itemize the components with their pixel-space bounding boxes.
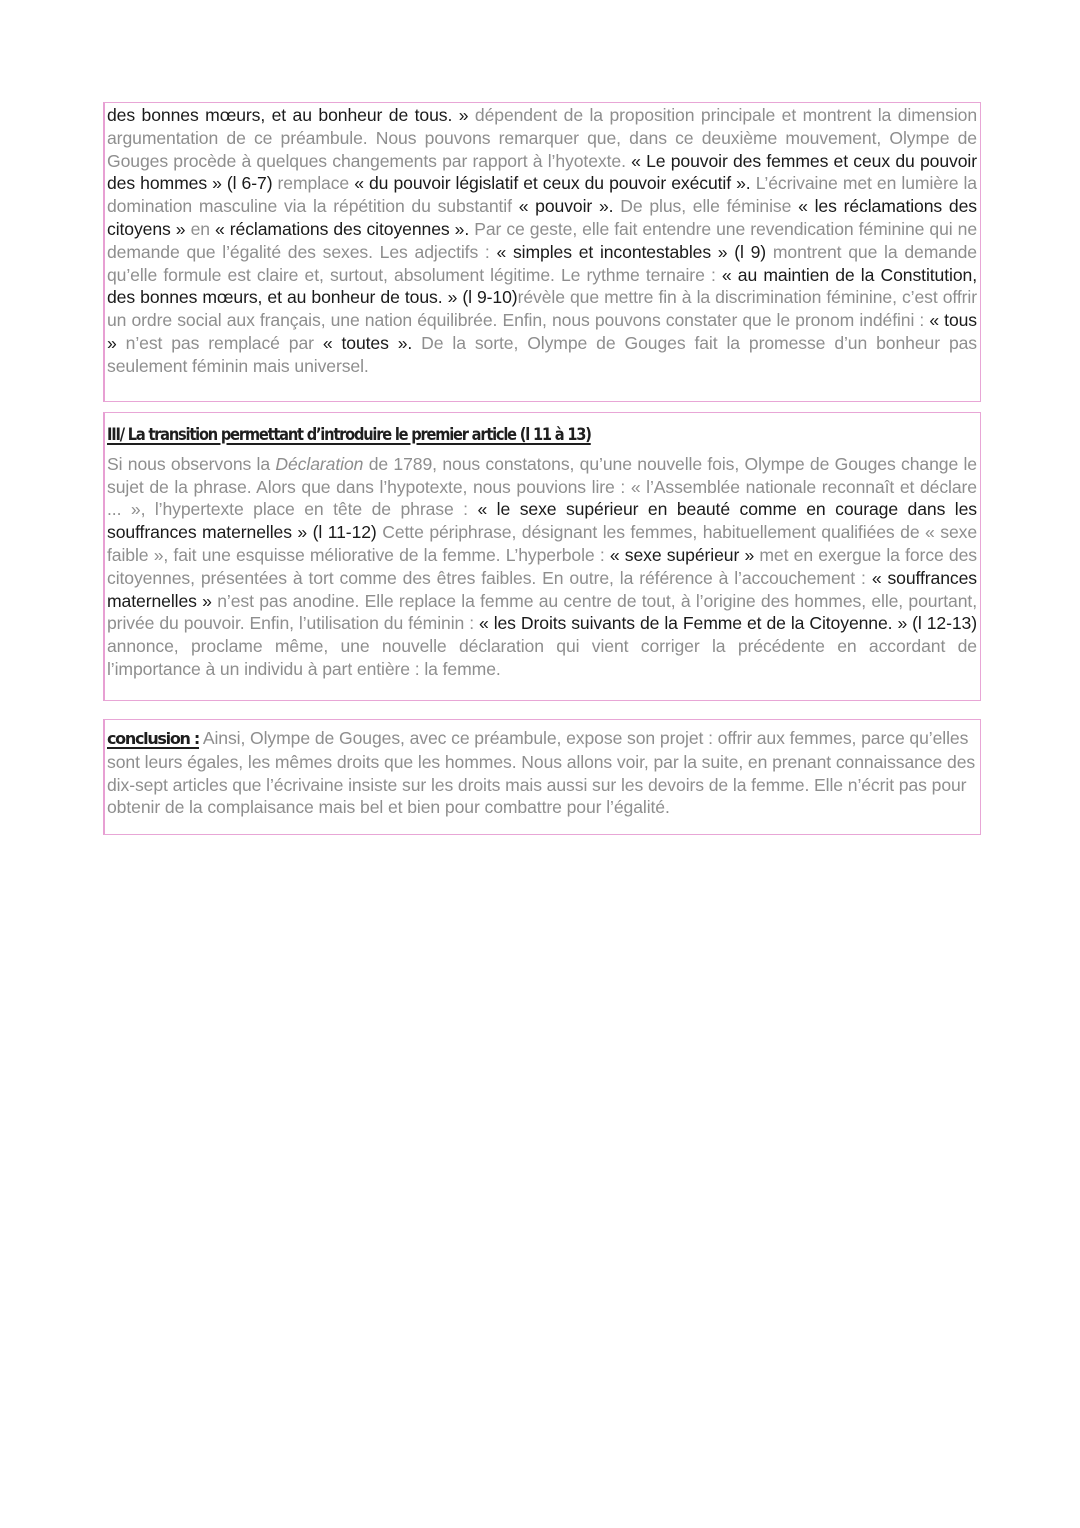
- section-2-end-box: [103, 102, 981, 402]
- quote: « les réclamations des citoyens »: [107, 196, 977, 239]
- body-text: n’est pas anodine. Elle replace la femme au centre de tout, à l’origine des hommes, elle, pourtant, privée du pouvoir. Enfin, l’utilisation du féminin :: [107, 590, 977, 634]
- quote: « tous »: [107, 310, 978, 353]
- quote: « toutes ».: [322, 332, 413, 353]
- quote: « le sexe supérieur en beauté comme en courage dans les souffrances maternelles » (l 11-12): [107, 499, 977, 543]
- quote: « simples et incontestables » (l 9): [496, 241, 767, 262]
- quote: « Le pouvoir des femmes et ceux du pouvoir des hommes » (l 6-7): [107, 150, 977, 194]
- body-text: remplace: [272, 173, 355, 194]
- quote: « du pouvoir législatif et ceux du pouvoir exécutif ».: [354, 173, 751, 194]
- body-text: L’écrivaine met en lumière la domination masculine via la répétition du substantif: [107, 173, 977, 217]
- quote: « au maintien de la Constitution, des bonnes mœurs, et au bonheur de tous. » (l 9-10): [107, 264, 977, 308]
- conclusion-paragraph: [107, 727, 977, 819]
- quote: « les Droits suivants de la Femme et de la Citoyenne. » (l 12-13): [479, 613, 977, 634]
- body-text: Cette périphrase, désignant les femmes, habituellement qualifiées de « sexe faible », fait une esquisse méliorative de la femme. L’hyperbole :: [107, 522, 978, 565]
- body-text: Si nous observons la: [107, 453, 276, 474]
- conclusion-box: [103, 719, 981, 835]
- quote: « sexe supérieur »: [609, 544, 755, 565]
- body-text: montrent que la demande qu’elle formule est claire et, surtout, absolument légitime. Le rythme ternaire :: [107, 241, 977, 285]
- section-3-box: [103, 412, 981, 701]
- body-text: De plus, elle féminise: [613, 196, 799, 217]
- italic-title: Déclaration: [275, 453, 364, 474]
- body-text: en: [185, 218, 215, 239]
- body-text: n’est pas remplacé par: [116, 332, 323, 353]
- quote: « souffrances maternelles »: [107, 567, 977, 611]
- section-2-paragraph: [107, 104, 977, 378]
- body-text: met en exergue la force des citoyennes, présentées à tort comme des êtres faibles. En outre, la référence à l’accouchement :: [107, 544, 977, 588]
- quote: « pouvoir ».: [518, 196, 614, 217]
- quote: « réclamations des citoyennes ».: [215, 218, 470, 239]
- conclusion-label: conclusion :: [107, 729, 199, 748]
- section-3-paragraph: [107, 453, 977, 681]
- body-text: de 1789, nous constatons, qu’une nouvelle fois, Olympe de Gouges change le sujet de la phrase. Alors que dans l’hypotexte, nous pouvions lire : « l’Assemblée nationale reconnaît et déclare ... », l’hypertexte place en tête de phrase :: [107, 453, 977, 520]
- body-text: Par ce geste, elle fait entendre une revendication féminine qui ne demande que l’égalité des sexes. Les adjectifs :: [107, 218, 978, 262]
- section-3-heading: III/ La transition permettant d’introduire le premier article (l 11 à 13): [107, 425, 591, 445]
- conclusion-text: Ainsi, Olympe de Gouges, avec ce préambule, expose son projet : offrir aux femmes, parce qu’elles sont leurs égales, les mêmes droits que les hommes. Nous allons voir, par la suite, en prenant connaissance des dix-sept articles que l’écrivaine insiste sur les droits mais aussi sur les devoirs de la femme. Elle n’écrit pas pour obtenir de la complaisance mais bel et bien pour combattre pour l’égalité.: [107, 728, 976, 818]
- body-text: révèle que mettre fin à la discrimination féminine, c’est offrir un ordre social aux français, une nation équilibrée. Enfin, nous pouvons constater que le pronom indéfini :: [107, 287, 977, 331]
- body-text: dépendent de la proposition principale et montrent la dimension argumentation de ce préambule. Nous pouvons remarquer que, dans ce deuxième mouvement, Olympe de Gouges procède à quelques changements par rapport à l’hyotexte.: [107, 105, 978, 171]
- body-text: annonce, proclame même, une nouvelle déclaration qui vient corriger la précédente en accordant de l’importance à un individu à part entière : la femme.: [107, 636, 977, 679]
- quote: des bonnes mœurs, et au bonheur de tous. »: [107, 105, 469, 125]
- body-text: De la sorte, Olympe de Gouges fait la promesse d’un bonheur pas seulement féminin mais universel.: [107, 332, 978, 376]
